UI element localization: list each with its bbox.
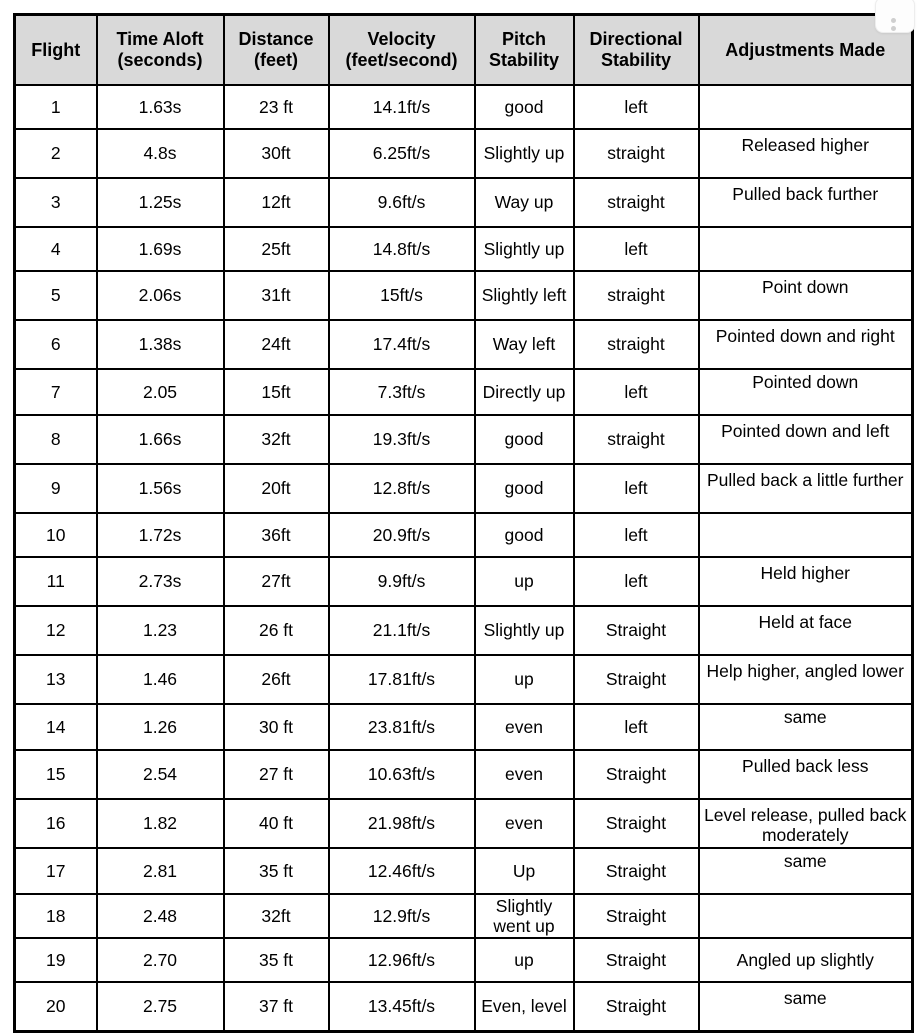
cell-velocity: 21.98ft/s (329, 799, 475, 848)
table-row (15, 85, 913, 129)
cell-distance: 32ft (224, 415, 329, 464)
cell-distance: 27ft (224, 557, 329, 606)
cell-velocity: 13.45ft/s (329, 982, 475, 1032)
cell-pitch-stability: good (475, 85, 574, 129)
table-row (15, 129, 913, 178)
cell-time-aloft: 4.8s (97, 129, 224, 178)
cell-adjustments: same (699, 704, 913, 750)
cell-pitch-stability: Even, level (475, 982, 574, 1032)
cell-flight: 19 (15, 938, 97, 982)
cell-adjustments (699, 513, 913, 557)
cell-time-aloft: 2.48 (97, 894, 224, 938)
cell-adjustments: Held higher (699, 557, 913, 606)
column-header-pitch-stability: Pitch Stability (475, 15, 574, 86)
cell-time-aloft: 2.06s (97, 271, 224, 320)
cell-pitch-stability: even (475, 750, 574, 799)
cell-flight: 4 (15, 227, 97, 271)
table-header (15, 15, 913, 86)
cell-pitch-stability: good (475, 513, 574, 557)
cell-pitch-stability: up (475, 938, 574, 982)
cell-adjustments: Angled up slightly (699, 938, 913, 982)
cell-velocity: 19.3ft/s (329, 415, 475, 464)
cell-directional-stability: straight (574, 178, 699, 227)
cell-velocity: 14.1ft/s (329, 85, 475, 129)
column-header-adjustments-made: Adjustments Made (699, 15, 913, 86)
cell-directional-stability: Straight (574, 938, 699, 982)
cell-distance: 32ft (224, 894, 329, 938)
table-row (15, 513, 913, 557)
cell-velocity: 12.96ft/s (329, 938, 475, 982)
cell-directional-stability: left (574, 464, 699, 513)
cell-velocity: 12.9ft/s (329, 894, 475, 938)
cell-flight: 17 (15, 848, 97, 894)
overlay-dot-icon (891, 18, 896, 23)
cell-flight: 13 (15, 655, 97, 704)
table-row (15, 178, 913, 227)
cell-distance: 20ft (224, 464, 329, 513)
cell-distance: 30ft (224, 129, 329, 178)
cell-directional-stability: left (574, 513, 699, 557)
cell-velocity: 17.4ft/s (329, 320, 475, 369)
cell-flight: 15 (15, 750, 97, 799)
cell-directional-stability: Straight (574, 655, 699, 704)
table-row (15, 606, 913, 655)
cell-time-aloft: 1.46 (97, 655, 224, 704)
cell-adjustments: Pointed down and right (699, 320, 913, 369)
cell-adjustments (699, 227, 913, 271)
cell-directional-stability: straight (574, 129, 699, 178)
cell-time-aloft: 1.63s (97, 85, 224, 129)
table-row (15, 415, 913, 464)
cell-flight: 8 (15, 415, 97, 464)
cell-distance: 30 ft (224, 704, 329, 750)
cell-distance: 27 ft (224, 750, 329, 799)
cell-adjustments: Pointed down (699, 369, 913, 415)
cell-directional-stability: left (574, 557, 699, 606)
table-row (15, 894, 913, 938)
cell-pitch-stability: Way left (475, 320, 574, 369)
cell-flight: 6 (15, 320, 97, 369)
cell-time-aloft: 1.72s (97, 513, 224, 557)
table-row (15, 557, 913, 606)
cell-time-aloft: 2.54 (97, 750, 224, 799)
cell-pitch-stability: up (475, 655, 574, 704)
cell-distance: 31ft (224, 271, 329, 320)
cell-directional-stability: left (574, 85, 699, 129)
cell-directional-stability: Straight (574, 894, 699, 938)
cell-distance: 26ft (224, 655, 329, 704)
table-row (15, 938, 913, 982)
cell-velocity: 9.6ft/s (329, 178, 475, 227)
flight-log-table-container (13, 13, 911, 1033)
cell-time-aloft: 2.75 (97, 982, 224, 1032)
table-row (15, 320, 913, 369)
cell-time-aloft: 1.82 (97, 799, 224, 848)
cell-flight: 7 (15, 369, 97, 415)
cell-time-aloft: 1.38s (97, 320, 224, 369)
cell-adjustments (699, 894, 913, 938)
cell-distance: 35 ft (224, 938, 329, 982)
corner-overlay-artifact (875, 0, 915, 33)
table-row (15, 227, 913, 271)
cell-pitch-stability: even (475, 704, 574, 750)
cell-distance: 23 ft (224, 85, 329, 129)
cell-adjustments: Pulled back less (699, 750, 913, 799)
cell-flight: 9 (15, 464, 97, 513)
cell-flight: 16 (15, 799, 97, 848)
cell-velocity: 15ft/s (329, 271, 475, 320)
cell-pitch-stability: good (475, 415, 574, 464)
cell-flight: 2 (15, 129, 97, 178)
cell-flight: 12 (15, 606, 97, 655)
column-header-directional-stability: Directional Stability (574, 15, 699, 86)
cell-distance: 40 ft (224, 799, 329, 848)
column-header-time-aloft: Time Aloft (seconds) (97, 15, 224, 86)
cell-flight: 18 (15, 894, 97, 938)
cell-adjustments: Pulled back further (699, 178, 913, 227)
table-row (15, 655, 913, 704)
cell-pitch-stability: Slightly left (475, 271, 574, 320)
cell-directional-stability: straight (574, 320, 699, 369)
cell-velocity: 21.1ft/s (329, 606, 475, 655)
cell-distance: 37 ft (224, 982, 329, 1032)
cell-distance: 36ft (224, 513, 329, 557)
cell-velocity: 12.46ft/s (329, 848, 475, 894)
cell-time-aloft: 1.69s (97, 227, 224, 271)
cell-distance: 15ft (224, 369, 329, 415)
cell-distance: 12ft (224, 178, 329, 227)
cell-flight: 1 (15, 85, 97, 129)
table-row (15, 704, 913, 750)
cell-pitch-stability: good (475, 464, 574, 513)
cell-adjustments: Pointed down and left (699, 415, 913, 464)
cell-flight: 3 (15, 178, 97, 227)
cell-distance: 24ft (224, 320, 329, 369)
column-header-velocity: Velocity (feet/second) (329, 15, 475, 86)
cell-pitch-stability: up (475, 557, 574, 606)
cell-time-aloft: 2.73s (97, 557, 224, 606)
cell-velocity: 17.81ft/s (329, 655, 475, 704)
cell-directional-stability: left (574, 369, 699, 415)
cell-flight: 14 (15, 704, 97, 750)
cell-directional-stability: Straight (574, 606, 699, 655)
cell-directional-stability: straight (574, 271, 699, 320)
cell-directional-stability: straight (574, 415, 699, 464)
table-row (15, 799, 913, 848)
cell-time-aloft: 1.56s (97, 464, 224, 513)
cell-adjustments: Pulled back a little further (699, 464, 913, 513)
cell-pitch-stability: Slightly up (475, 129, 574, 178)
table-row (15, 848, 913, 894)
cell-velocity: 6.25ft/s (329, 129, 475, 178)
cell-adjustments (699, 85, 913, 129)
table-row (15, 369, 913, 415)
table-row (15, 271, 913, 320)
cell-pitch-stability: Slightly up (475, 227, 574, 271)
cell-distance: 26 ft (224, 606, 329, 655)
cell-pitch-stability: Directly up (475, 369, 574, 415)
cell-time-aloft: 1.26 (97, 704, 224, 750)
cell-time-aloft: 2.05 (97, 369, 224, 415)
cell-pitch-stability: even (475, 799, 574, 848)
cell-adjustments: Level release, pulled back moderately (699, 799, 913, 848)
cell-adjustments: Released higher (699, 129, 913, 178)
column-header-flight: Flight (15, 15, 97, 86)
cell-velocity: 14.8ft/s (329, 227, 475, 271)
flight-log-table (13, 13, 914, 1033)
cell-adjustments: Held at face (699, 606, 913, 655)
cell-flight: 11 (15, 557, 97, 606)
cell-directional-stability: Straight (574, 982, 699, 1032)
cell-distance: 25ft (224, 227, 329, 271)
cell-flight: 10 (15, 513, 97, 557)
cell-time-aloft: 2.70 (97, 938, 224, 982)
cell-adjustments: Point down (699, 271, 913, 320)
cell-velocity: 9.9ft/s (329, 557, 475, 606)
cell-velocity: 12.8ft/s (329, 464, 475, 513)
column-header-distance: Distance (feet) (224, 15, 329, 86)
table-header-row (15, 15, 913, 86)
cell-pitch-stability: Up (475, 848, 574, 894)
cell-adjustments: same (699, 848, 913, 894)
cell-velocity: 10.63ft/s (329, 750, 475, 799)
cell-directional-stability: Straight (574, 750, 699, 799)
cell-pitch-stability: Slightly went up (475, 894, 574, 938)
cell-distance: 35 ft (224, 848, 329, 894)
overlay-dot-icon (891, 26, 896, 31)
cell-time-aloft: 1.66s (97, 415, 224, 464)
cell-time-aloft: 1.25s (97, 178, 224, 227)
table-row (15, 750, 913, 799)
cell-pitch-stability: Slightly up (475, 606, 574, 655)
cell-time-aloft: 1.23 (97, 606, 224, 655)
cell-adjustments: same (699, 982, 913, 1032)
cell-directional-stability: left (574, 227, 699, 271)
table-row (15, 982, 913, 1032)
cell-flight: 5 (15, 271, 97, 320)
cell-directional-stability: Straight (574, 848, 699, 894)
cell-flight: 20 (15, 982, 97, 1032)
cell-directional-stability: Straight (574, 799, 699, 848)
cell-velocity: 20.9ft/s (329, 513, 475, 557)
cell-velocity: 7.3ft/s (329, 369, 475, 415)
table-body (15, 85, 913, 1032)
cell-adjustments: Help higher, angled lower (699, 655, 913, 704)
table-row (15, 464, 913, 513)
cell-directional-stability: left (574, 704, 699, 750)
cell-time-aloft: 2.81 (97, 848, 224, 894)
cell-pitch-stability: Way up (475, 178, 574, 227)
cell-velocity: 23.81ft/s (329, 704, 475, 750)
